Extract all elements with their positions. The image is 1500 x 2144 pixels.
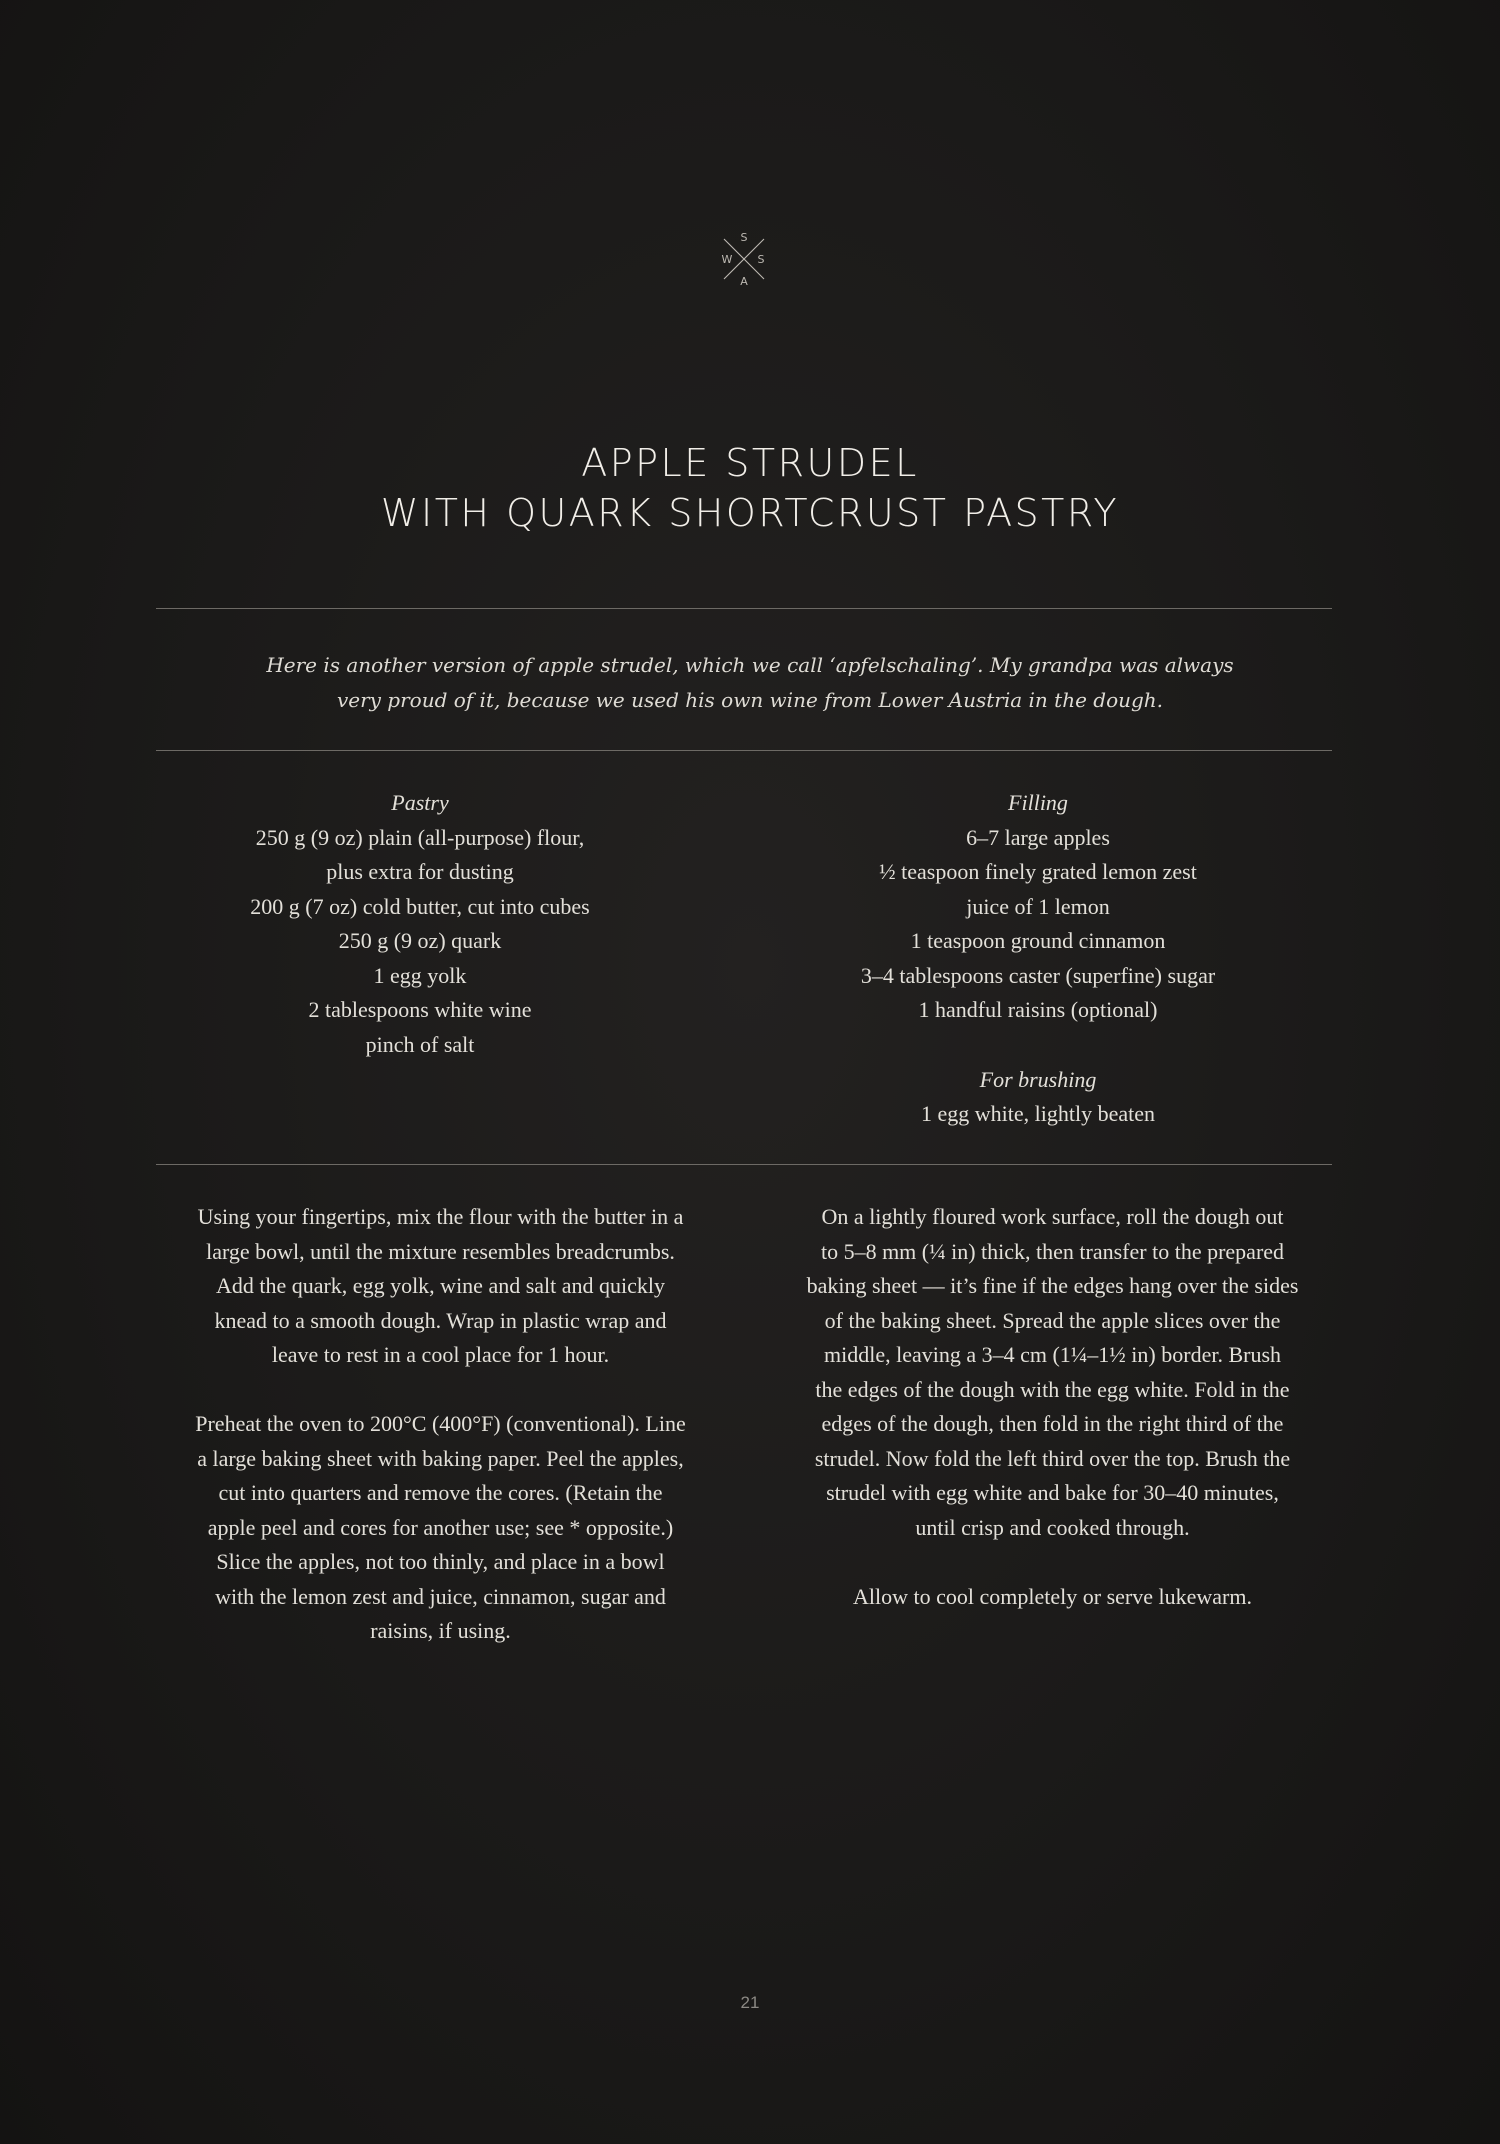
method-line: of the baking sheet. Spread the apple slices over the [824,1307,1281,1333]
method-line: large bowl, until the mixture resembles breadcrumbs. [206,1238,675,1264]
filling-ingredients [818,786,1258,1132]
ingredient-item: ½ teaspoon finely grated lemon zest [879,859,1197,884]
method-line: with the lemon zest and juice, cinnamon, sugar and [215,1583,666,1609]
method-line: a large baking sheet with baking paper. Peel the apples, [197,1445,684,1471]
method-line: edges of the dough, then fold in the right third of the [821,1411,1284,1436]
method-line: On a lightly floured work surface, roll the dough out [821,1204,1284,1229]
method-line: apple peel and cores for another use; see * opposite.) [207,1514,674,1540]
compass-monogram-icon [710,225,778,293]
page-number: 21 [740,1993,760,2012]
method-line: knead to a smooth dough. Wrap in plastic wrap and [214,1307,667,1333]
ingredient-item: plus extra for dusting [326,859,514,884]
ingredient-item: juice of 1 lemon [966,893,1110,919]
emblem-letter-left: W [721,253,733,266]
recipe-title-line-2: WITH QUARK SHORTCRUST PASTRY [380,491,1120,535]
divider-method [156,1164,1332,1165]
compass-monogram-svg [710,225,778,293]
method-line: to 5–8 mm (¼ in) thick, then transfer to the prepared [820,1238,1285,1264]
ingredient-item: 3–4 tablespoons caster (superfine) sugar [860,962,1216,988]
spacer [818,1028,1258,1063]
method-line: middle, leaving a 3–4 cm (1¼–1½ in) border. Brush [823,1342,1282,1367]
ingredient-item: 1 handful raisins (optional) [918,997,1158,1022]
method-paragraph [770,1580,1335,1615]
divider-ingredients [156,750,1332,751]
method-column-right [770,1200,1335,1649]
method-paragraph [770,1200,1335,1545]
method-line: raisins, if using. [370,1618,511,1643]
emblem-letter-top: S [740,231,748,244]
method-line: Preheat the oven to 200°C (400°F) (conventional). Line [195,1411,686,1436]
method-line: strudel with egg white and bake for 30–40 minutes, [826,1480,1279,1505]
method-line: until crisp and cooked through. [915,1514,1190,1540]
ingredient-item: pinch of salt [365,1031,475,1057]
method-column-left [158,1200,723,1683]
pastry-ingredients [200,786,640,1062]
ingredient-item: 1 egg white, lightly beaten [921,1101,1155,1126]
ingredient-item: 200 g (7 oz) cold butter, cut into cubes [250,893,590,919]
method-line: leave to rest in a cool place for 1 hour. [271,1342,610,1367]
intro-line: Here is another version of apple strudel, which we call ‘apfelschaling’. My grandpa was always [266,653,1234,677]
divider-top [156,608,1332,609]
method-line: strudel. Now fold the left third over the top. Brush the [814,1445,1291,1471]
ingredient-item: 6–7 large apples [966,824,1110,850]
brushing-heading: For brushing [979,1066,1097,1092]
emblem-letter-bottom: A [740,275,748,288]
emblem-letter-right: S [757,253,765,266]
ingredient-item: 1 egg yolk [373,962,467,988]
pastry-heading: Pastry [391,790,449,815]
method-line: Slice the apples, not too thinly, and place in a bowl [216,1549,665,1574]
method-line: Allow to cool completely or serve lukewarm. [853,1583,1252,1609]
ingredient-item: 2 tablespoons white wine [308,997,532,1022]
recipe-title-line-1: APPLE STRUDEL [581,441,919,485]
method-line: Using your fingertips, mix the flour with the butter in a [197,1204,684,1229]
filling-heading: Filling [1008,790,1068,815]
intro-line: very proud of it, because we used his own wine from Lower Austria in the dough. [336,688,1164,712]
ingredient-item: 250 g (9 oz) quark [338,928,502,953]
method-line: cut into quarters and remove the cores. (Retain the [218,1480,663,1505]
ingredient-item: 1 teaspoon ground cinnamon [910,928,1166,953]
ingredient-item: 250 g (9 oz) plain (all-purpose) flour, [255,824,585,850]
method-line: Add the quark, egg yolk, wine and salt and quickly [215,1273,666,1298]
recipe-intro [230,648,1270,718]
method-paragraph [158,1407,723,1649]
method-line: the edges of the dough with the egg white. Fold in the [815,1376,1290,1402]
method-paragraph [158,1200,723,1373]
method-line: baking sheet — it’s fine if the edges hang over the sides [806,1273,1299,1298]
